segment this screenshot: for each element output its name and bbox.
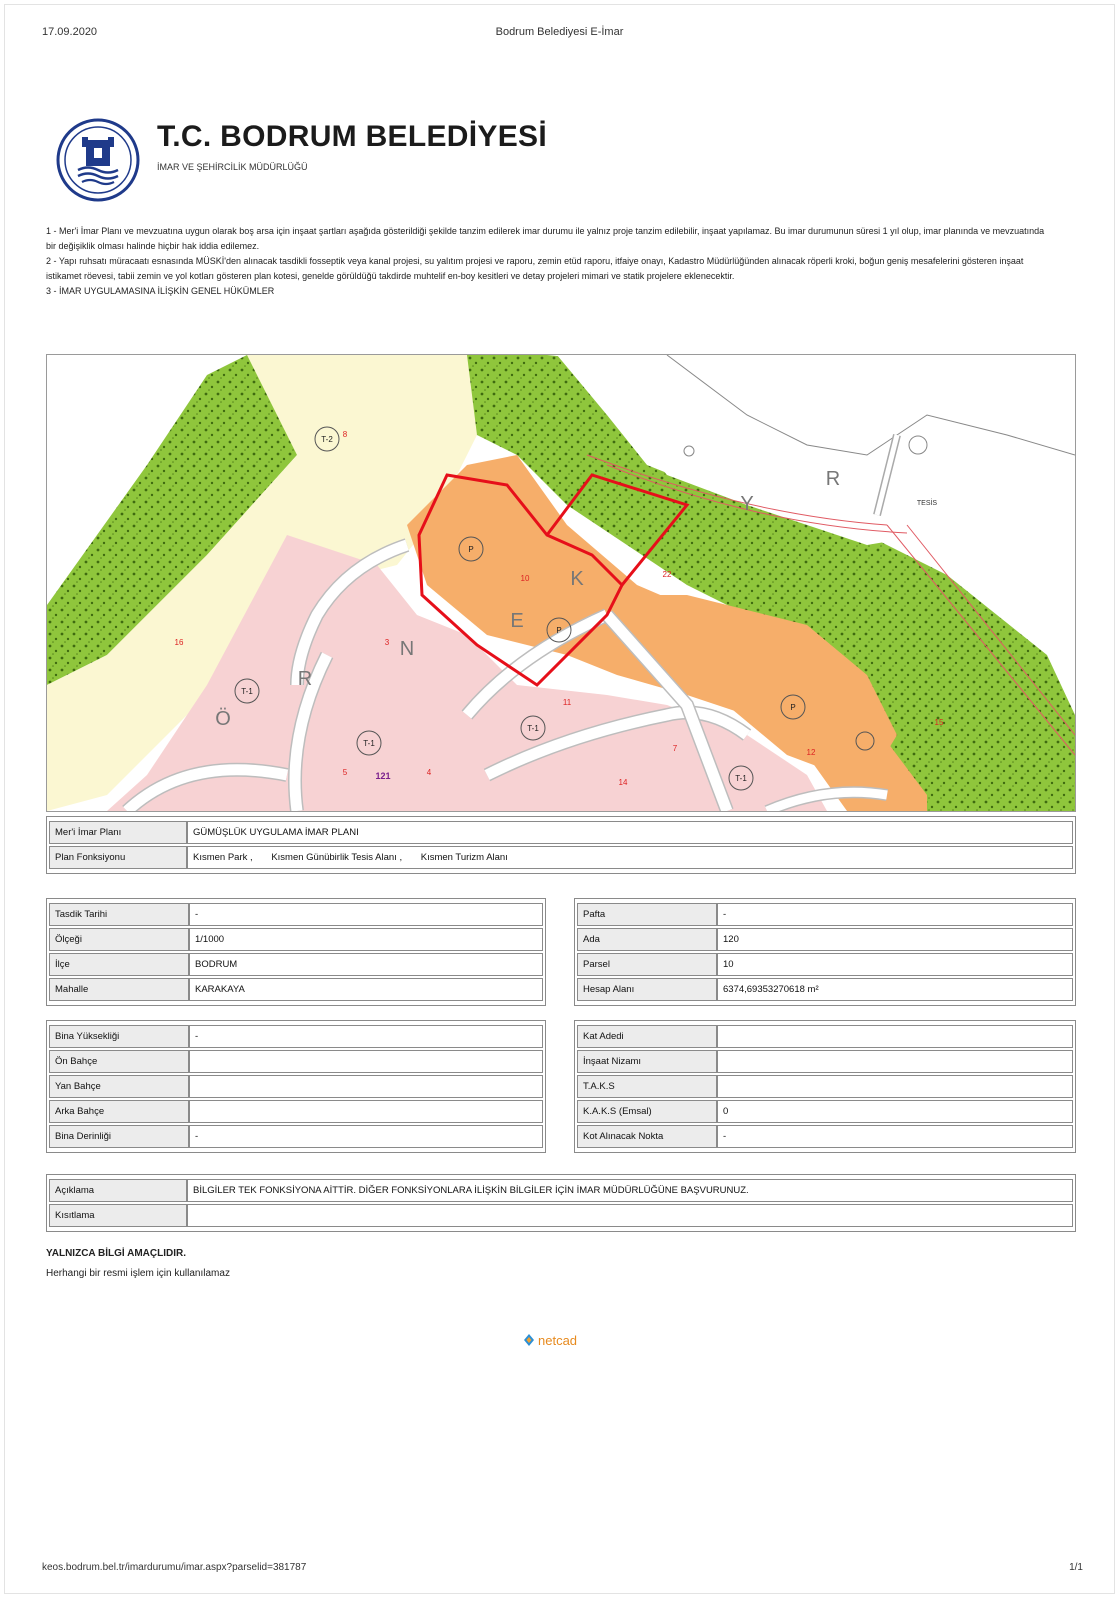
plan-function-values	[187, 846, 1073, 869]
org-unit: İMAR VE ŞEHİRCİLİK MÜDÜRLÜĞÜ	[157, 162, 308, 172]
notes-table	[46, 1174, 1076, 1232]
map-parcel-number: 7	[672, 744, 678, 753]
field-label: Kot Alınacak Nokta	[577, 1125, 717, 1148]
field-value	[189, 1075, 543, 1098]
table-row	[577, 953, 1073, 976]
map-block-label: 121	[375, 771, 391, 781]
map-zone-code: P	[468, 545, 474, 554]
map-street-letter: E	[510, 610, 524, 632]
zoning-map[interactable]	[46, 354, 1076, 812]
table-row	[49, 1204, 1073, 1227]
print-page-number: 1/1	[1069, 1562, 1083, 1573]
map-street-letter: Ö	[215, 708, 231, 730]
map-parcel-number: 15	[934, 718, 944, 727]
field-label: Ön Bahçe	[49, 1050, 189, 1073]
table-row	[49, 846, 1073, 869]
zoning-map-canvas	[47, 355, 1075, 811]
intro-paragraph-2: 2 - Yapı ruhsatı müracaatı esnasında MÜSKİ'den alınacak tasdikli fosseptik veya kanal projesi, su yalıtım projesi ve raporu, zemin etüd raporu, itfaiye onayı, Kadastro Müdürlüğünden alınacak röperli kroki, boğun geniş mesafelerini gösteren inşaat istikamet röevesi, tabii zemin ve yol kotları gösteren plan kotesi, genelde görüldüğü takdirde muhtelif en-boy kesitleri ve detay projeleri mimari ve statik projelere eklenecektir.	[46, 256, 1024, 281]
field-label: T.A.K.S	[577, 1075, 717, 1098]
map-parcel-number: 3	[384, 638, 390, 647]
map-parcel-number: 4	[426, 768, 432, 777]
map-street-letter: K	[570, 568, 584, 590]
map-parcel-number: 11	[562, 698, 572, 707]
print-footer	[0, 1562, 1119, 1578]
field-value: 6374,69353270618 m²	[717, 978, 1073, 1001]
table-row	[577, 903, 1073, 926]
intro-paragraph-3: 3 - İMAR UYGULAMASINA İLİŞKİN GENEL HÜKÜMLER	[46, 286, 275, 296]
map-parcel-number: 8	[342, 430, 348, 439]
field-value: 1/1000	[189, 928, 543, 951]
table-row	[49, 1050, 543, 1073]
parcel-info-right-table	[574, 898, 1076, 1006]
netcad-logo	[522, 1333, 577, 1353]
disclaimer-text: Herhangi bir resmi işlem için kullanılamaz	[46, 1268, 230, 1279]
field-value	[717, 1025, 1073, 1048]
table-row	[49, 1075, 543, 1098]
table-row	[577, 1125, 1073, 1148]
table-row	[49, 1179, 1073, 1202]
municipality-logo	[56, 118, 140, 202]
table-row	[577, 928, 1073, 951]
map-street-letter: R	[297, 668, 313, 690]
field-value: 120	[717, 928, 1073, 951]
field-label: Arka Bahçe	[49, 1100, 189, 1123]
map-parcel-number: 16	[174, 638, 184, 647]
map-zone-code: T-1	[363, 739, 375, 748]
intro-paragraph-1: 1 - Mer'i İmar Planı ve mevzuatına uygun olarak boş arsa için inşaat şartları aşağıda gösterildiği şekilde tanzim edilerek imar durumu ile yalnız proje tanzim edilebilir, inşaat yapılamaz. Bu imar durumunun süresi 1 yıl olup, imar planında ve mevzuatında bir değişiklik olması halinde hiçbir hak iddia edilemez.	[46, 226, 1045, 251]
field-label: Bina Derinliği	[49, 1125, 189, 1148]
disclaimer	[46, 1244, 230, 1284]
map-zone-code: P	[790, 703, 796, 712]
field-label: Yan Bahçe	[49, 1075, 189, 1098]
table-row	[577, 1025, 1073, 1048]
map-parcel-number: 14	[618, 778, 628, 787]
map-zone-code: T-2	[321, 435, 333, 444]
org-name: T.C. BODRUM BELEDİYESİ	[157, 120, 547, 153]
field-label: Kısıtlama	[49, 1204, 187, 1227]
building-info-right-table	[574, 1020, 1076, 1153]
plan-value: GÜMÜŞLÜK UYGULAMA İMAR PLANI	[187, 821, 1073, 844]
field-value	[189, 1050, 543, 1073]
map-parcel-number: 5	[342, 768, 348, 777]
table-row	[49, 1125, 543, 1148]
field-label: Ada	[577, 928, 717, 951]
table-row	[577, 1050, 1073, 1073]
field-value: BİLGİLER TEK FONKSİYONA AİTTİR. DİĞER FONKSİYONLARA İLİŞKİN BİLGİLER İÇİN İMAR MÜDÜRLÜĞÜNE BAŞVURUNUZ.	[187, 1179, 1073, 1202]
field-value: -	[717, 1125, 1073, 1148]
field-value	[187, 1204, 1073, 1227]
field-label: İlçe	[49, 953, 189, 976]
field-label: Tasdik Tarihi	[49, 903, 189, 926]
building-info-left-table	[46, 1020, 546, 1153]
map-parcel-number: 22	[662, 570, 672, 579]
field-label: Açıklama	[49, 1179, 187, 1202]
plan-label: Mer'i İmar Planı	[49, 821, 187, 844]
map-zone-code: T-1	[735, 774, 747, 783]
field-value: 10	[717, 953, 1073, 976]
field-label: Ölçeği	[49, 928, 189, 951]
table-row	[49, 928, 543, 951]
table-row	[577, 1075, 1073, 1098]
plan-function-item: Kısmen Günübirlik Tesis Alanı ,	[271, 852, 403, 863]
table-row	[49, 1100, 543, 1123]
map-facility-label: TESİS	[916, 500, 938, 507]
field-label: Hesap Alanı	[577, 978, 717, 1001]
field-value: 0	[717, 1100, 1073, 1123]
field-label: Kat Adedi	[577, 1025, 717, 1048]
field-value	[189, 1100, 543, 1123]
map-parcel-number: 12	[806, 748, 816, 757]
map-parcel-label: 10	[520, 574, 530, 583]
table-row	[49, 903, 543, 926]
map-zone-code: T-1	[527, 724, 539, 733]
netcad-icon	[522, 1333, 536, 1347]
table-row	[49, 978, 543, 1001]
field-label: K.A.K.S (Emsal)	[577, 1100, 717, 1123]
map-zone-code: P	[556, 626, 562, 635]
parcel-info-left-table	[46, 898, 546, 1006]
field-label: Parsel	[577, 953, 717, 976]
print-header	[0, 26, 1119, 42]
field-label: İnşaat Nizamı	[577, 1050, 717, 1073]
field-value: -	[189, 903, 543, 926]
field-value: -	[717, 903, 1073, 926]
field-value: KARAKAYA	[189, 978, 543, 1001]
table-row	[577, 1100, 1073, 1123]
print-title: Bodrum Belediyesi E-İmar	[495, 26, 624, 38]
table-row	[49, 821, 1073, 844]
plan-info-table	[46, 816, 1076, 874]
print-date: 17.09.2020	[42, 26, 98, 38]
table-row	[49, 953, 543, 976]
field-value: -	[189, 1125, 543, 1148]
plan-function-item: Kısmen Turizm Alanı	[420, 852, 508, 863]
table-row	[49, 1025, 543, 1048]
letterhead	[56, 118, 1056, 204]
map-street-letter: N	[399, 638, 415, 660]
field-value: BODRUM	[189, 953, 543, 976]
disclaimer-title: YALNIZCA BİLGİ AMAÇLIDIR.	[46, 1248, 186, 1259]
field-label: Bina Yüksekliği	[49, 1025, 189, 1048]
intro-text	[46, 224, 1056, 299]
field-label: Pafta	[577, 903, 717, 926]
plan-function-item: Kısmen Park ,	[193, 852, 253, 863]
table-row	[577, 978, 1073, 1001]
plan-function-label: Plan Fonksiyonu	[49, 846, 187, 869]
field-value	[717, 1050, 1073, 1073]
print-url: keos.bodrum.bel.tr/imardurumu/imar.aspx?parselid=381787	[42, 1562, 307, 1573]
map-zone-code: T-1	[241, 687, 253, 696]
netcad-text: netcad	[538, 1333, 578, 1348]
field-label: Mahalle	[49, 978, 189, 1001]
map-street-letter: Y	[740, 493, 754, 515]
field-value	[717, 1075, 1073, 1098]
map-street-letter: R	[825, 468, 841, 490]
field-value: -	[189, 1025, 543, 1048]
